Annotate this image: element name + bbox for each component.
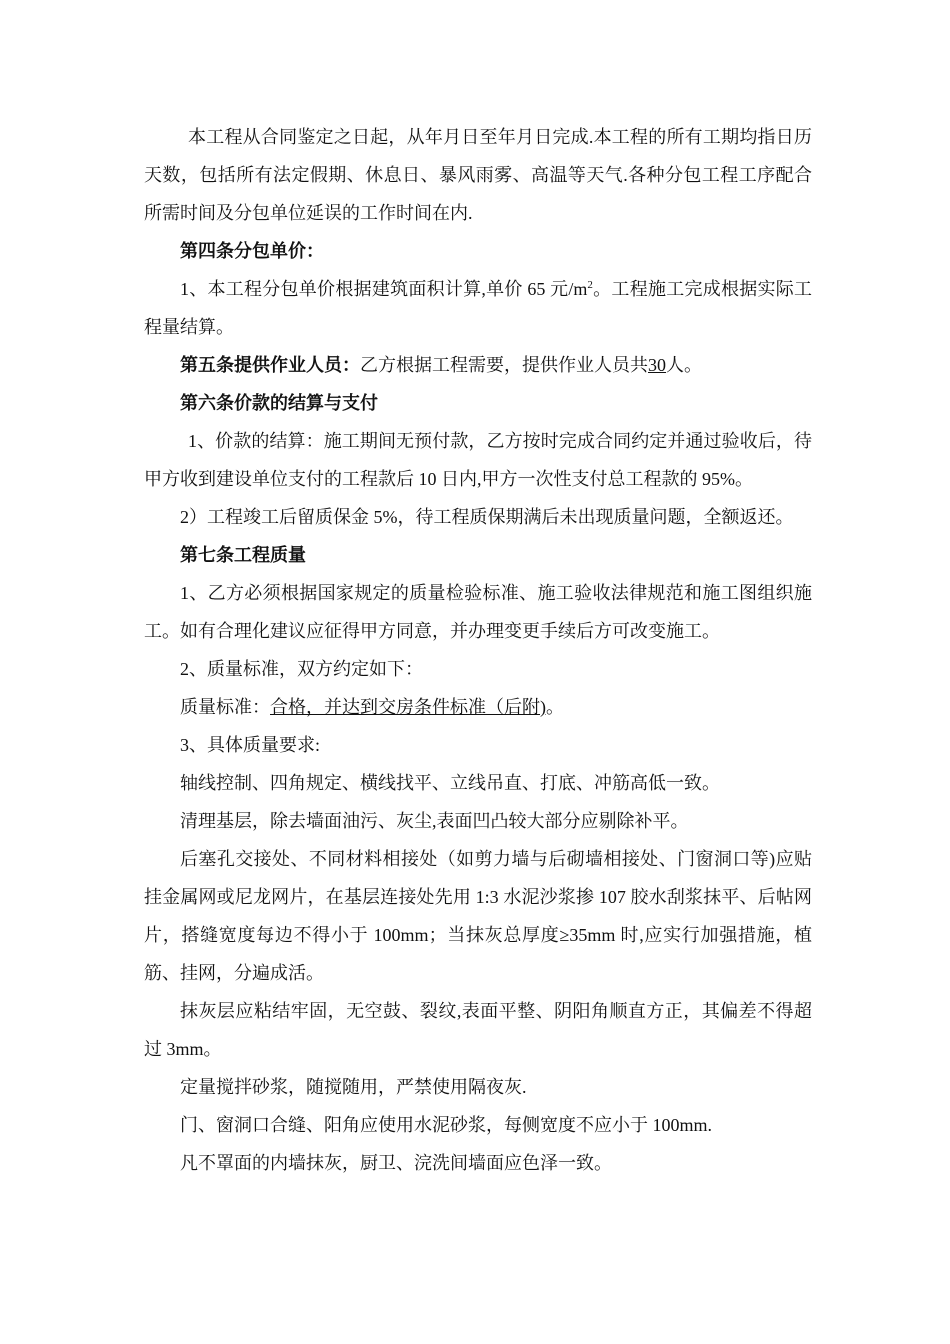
paragraph-specific-requirements: 3、具体质量要求: <box>180 735 321 755</box>
heading-article-5: 第五条提供作业人员： <box>180 355 360 375</box>
paragraph-door-window: 门、窗洞口合缝、阳角应使用水泥砂浆，每侧宽度不应小于 100mm. <box>180 1115 712 1135</box>
quality-standard-value: 合格，并达到交房条件标准（后附) <box>270 697 546 717</box>
paragraph-quality-standard <box>144 688 812 726</box>
quality-standard-label: 质量标准： <box>180 697 270 717</box>
paragraph-schedule: 本工程从合同鉴定之日起，从年月日至年月日完成.本工程的所有工期均指日历天数，包括所有法定假期、休息日、暴风雨雾、高温等天气.各种分包工程工序配合所需时间及分包单位延误的工作时间在内. <box>144 127 812 223</box>
unit-price-text-2: 。工程施工完成根据实际工程量结算。 <box>144 279 813 337</box>
heading-article-7: 第七条工程质量 <box>180 545 306 565</box>
paragraph-retention: 2）工程竣工后留质保金 5%，待工程质保期满后未出现质量问题，全额返还。 <box>180 507 794 527</box>
unit-price-text: 1、本工程分包单价根据建筑面积计算,单价 65 元/m <box>180 279 588 299</box>
paragraph-clean-base: 清理基层，除去墙面油污、灰尘,表面凹凸较大部分应剔除补平。 <box>180 811 689 831</box>
paragraph-quality-standards: 1、乙方必须根据国家规定的质量检验标准、施工验收法律规范和施工图组织施工。如有合理化建议应征得甲方同意，并办理变更手续后方可改变施工。 <box>144 583 812 641</box>
workers-text: 乙方根据工程需要，提供作业人员共 <box>360 355 648 375</box>
paragraph-interior-wall: 凡不罩面的内墙抹灰，厨卫、浣洗间墙面应色泽一致。 <box>180 1153 612 1173</box>
unit-price-superscript: 2 <box>587 279 593 291</box>
paragraph-mortar-mixing: 定量搅拌砂浆，随搅随用，严禁使用隔夜灰. <box>180 1077 527 1097</box>
paragraph-axis-control: 轴线控制、四角规定、横线找平、立线吊直、打底、冲筋高低一致。 <box>180 773 720 793</box>
paragraph-article-5 <box>144 346 812 384</box>
paragraph-unit-price <box>144 270 812 346</box>
workers-text-2: 人。 <box>666 355 702 375</box>
quality-standard-end: 。 <box>546 697 564 717</box>
document-body <box>144 118 812 1182</box>
paragraph-quality-agreement: 2、质量标准，双方约定如下： <box>180 659 423 679</box>
paragraph-settlement: 1、价款的结算：施工期间无预付款，乙方按时完成合同约定并通过验收后，待甲方收到建设单位支付的工程款后 10 日内,甲方一次性支付总工程款的 95%。 <box>144 431 812 489</box>
paragraph-plaster-layer: 抹灰层应粘结牢固，无空鼓、裂纹,表面平整、阴阳角顺直方正，其偏差不得超过 3mm。 <box>144 1001 812 1059</box>
paragraph-mesh: 后塞孔交接处、不同材料相接处（如剪力墙与后砌墙相接处、门窗洞口等)应贴挂金属网或尼龙网片，在基层连接处先用 1:3 水泥沙浆掺 107 胶水刮浆抹平、后帖网片，搭缝宽度每边不得小于 100mm；当抹灰总厚度≥35mm 时,应实行加强措施，植筋、挂网，分遍成活。 <box>144 849 812 983</box>
workers-count: 30 <box>648 355 666 375</box>
heading-article-4: 第四条分包单价： <box>180 241 324 261</box>
heading-article-6: 第六条价款的结算与支付 <box>180 393 378 413</box>
